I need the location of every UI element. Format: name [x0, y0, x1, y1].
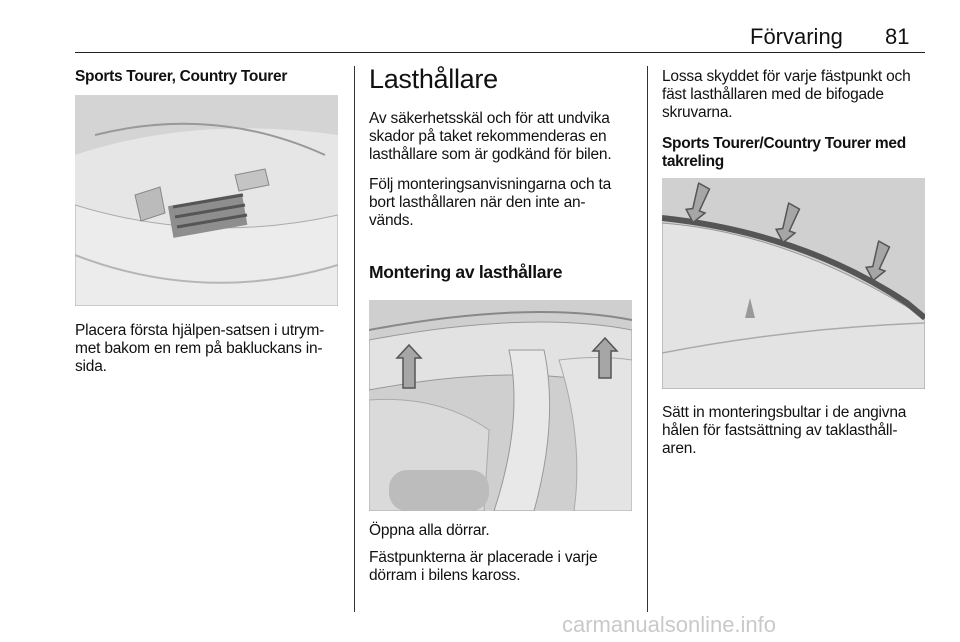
section-heading: Sports Tourer, Country Tourer: [75, 68, 288, 85]
column-divider: [354, 66, 355, 612]
section-title: Lasthållare: [369, 64, 498, 94]
header-rule: [75, 52, 925, 53]
body-text: Av säkerhetsskäl och för att undvika skador på taket rekommenderas en lasthållare som är godkänd för bilen.: [369, 110, 612, 163]
column-divider: [647, 66, 648, 612]
subsection-heading: Montering av lasthållare: [369, 262, 563, 282]
body-text: Öppna alla dörrar.: [369, 522, 490, 539]
body-text: Sätt in monteringsbultar i de angivna hålen för fastsättning av taklasthåll- aren.: [662, 404, 907, 457]
page-header-title: Förvaring: [750, 24, 843, 49]
watermark: carmanualsonline.info: [562, 612, 777, 637]
figure-trunk-first-aid: [75, 95, 338, 306]
figure-roof-rail-mounts: [662, 178, 925, 389]
body-text: Fästpunkterna är placerade i varje dörram i bilens kaross.: [369, 549, 598, 584]
page-number: 81: [885, 24, 910, 49]
body-text: Placera första hjälpen-satsen i utrym- met bakom en rem på bakluckans in- sida.: [75, 322, 325, 375]
variant-heading: Sports Tourer/Country Tourer med takreling: [662, 135, 906, 170]
figure-door-frame-mounts: [369, 300, 632, 511]
body-text: Följ monteringsanvisningarna och ta bort lasthållaren när den inte an- vänds.: [369, 176, 611, 229]
body-text: Lossa skyddet för varje fästpunkt och fäst lasthållaren med de bifogade skruvarna.: [662, 68, 911, 121]
